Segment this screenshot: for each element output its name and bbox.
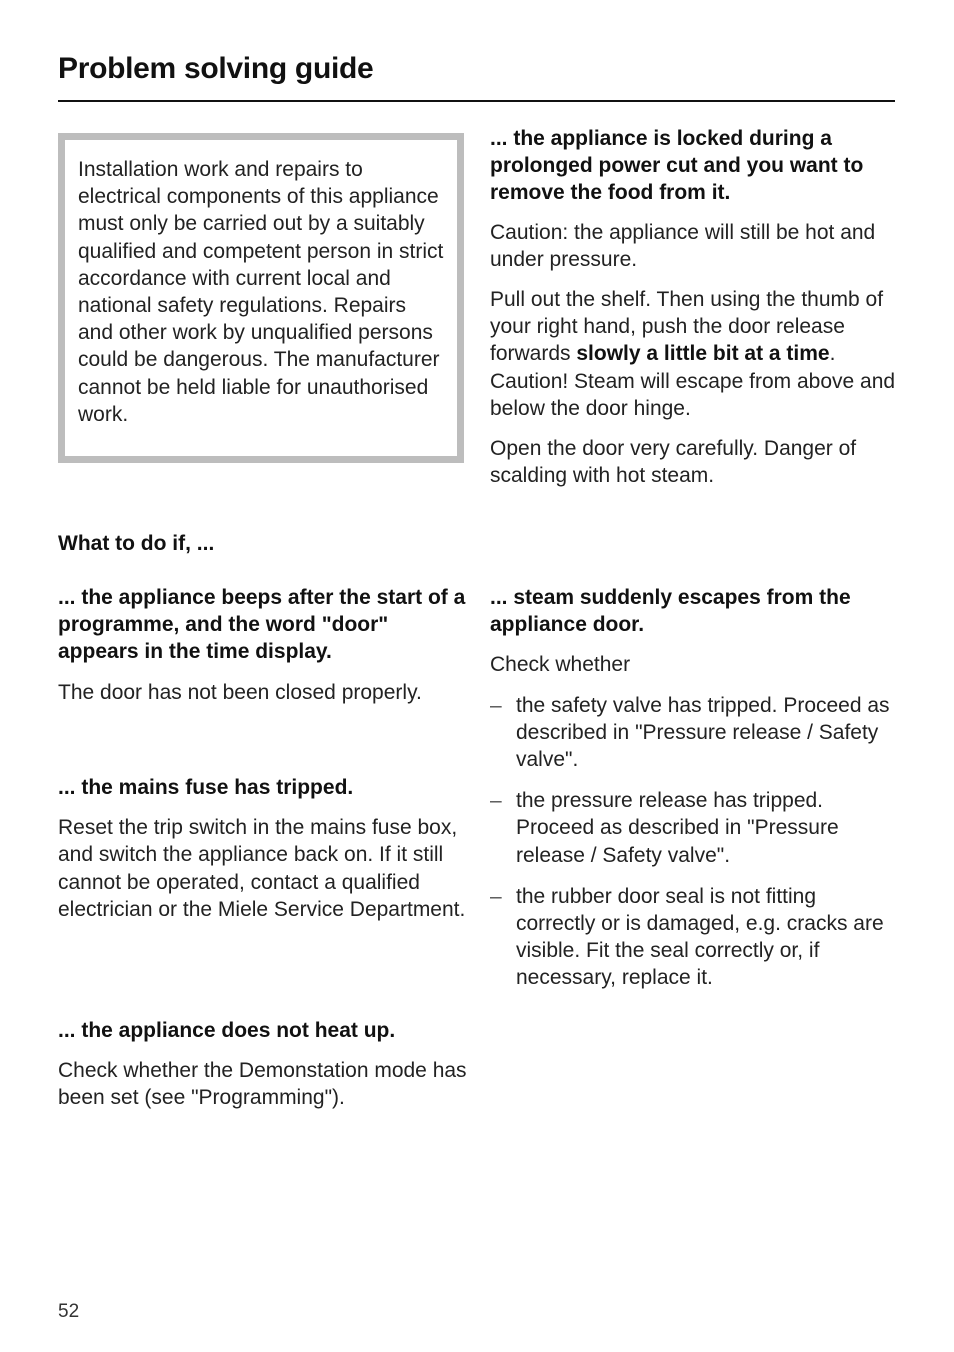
list-item (490, 787, 898, 869)
safety-warning-text: Installation work and repairs to electrical components of this appliance must only be carried out by a suitably qualified and competent person in strict accordance with current local and national safety regulations. Repairs and other work by unqualified persons could be dangerous. The manufacturer cannot be held liable for unauthorised work. (78, 158, 444, 426)
section-no-heat (58, 1017, 468, 1112)
dash-bullet: – (490, 884, 502, 908)
section-fuse-tripped (58, 774, 468, 923)
section-steam-escapes (490, 584, 898, 992)
section-heading: ... the mains fuse has tripped. (58, 776, 354, 799)
open-door-text: Open the door very carefully. Danger of scalding with hot steam. (490, 437, 857, 488)
pull-text: Pull out the shelf. Then using the thumb of your right hand, push the door release forwards (490, 288, 884, 366)
list-item-text: the safety valve has tripped. Proceed as described in "Pressure release / Safety valve". (516, 693, 890, 772)
list-item (490, 692, 898, 774)
section-text: Check whether the Demonstation mode has been set (see "Programming"). (58, 1059, 467, 1110)
pull-out-shelf-text (490, 286, 898, 368)
list-item (490, 883, 898, 992)
section-heading: ... steam suddenly escapes from the appliance door. (490, 586, 851, 637)
intro-block (58, 530, 468, 557)
section-text: The door has not been closed properly. (58, 680, 422, 704)
section-heading: ... the appliance does not heat up. (58, 1019, 396, 1042)
safety-warning-box (58, 133, 464, 463)
list-item-text: the pressure release has tripped. Proceed as described in "Pressure release / Safety valve". (516, 789, 839, 867)
caution-steam-text: Caution! Steam will escape from above and below the door hinge. (490, 369, 896, 420)
pull-end: . (829, 342, 836, 366)
list-item-text: the rubber door seal is not fitting correctly or is damaged, e.g. cracks are visible. Fit the seal correctly or, if necessary, replace it. (516, 884, 884, 990)
title-divider (58, 100, 895, 102)
page-title: Problem solving guide (58, 52, 374, 85)
pull-emphasis: slowly a little bit at a time (576, 342, 830, 366)
page-number: 52 (58, 1301, 80, 1322)
section-text: Reset the trip switch in the mains fuse box, and switch the appliance back on. If it still cannot be operated, contact a qualified electrician or the Miele Service Department. (58, 816, 466, 921)
section-power-cut (490, 125, 898, 489)
what-to-do-heading: What to do if, ... (58, 532, 215, 555)
section-heading: ... the appliance beeps after the start of a programme, and the word "door" appears in the time display. (58, 586, 466, 664)
dash-bullet: – (490, 693, 502, 717)
dash-bullet: – (490, 789, 502, 813)
section-heading: ... the appliance is locked during a prolonged power cut and you want to remove the food from it. (490, 127, 864, 205)
caution-hot-text: Caution: the appliance will still be hot and under pressure. (490, 220, 876, 271)
section-door-beeps (58, 584, 468, 706)
check-whether-text: Check whether (490, 653, 631, 677)
